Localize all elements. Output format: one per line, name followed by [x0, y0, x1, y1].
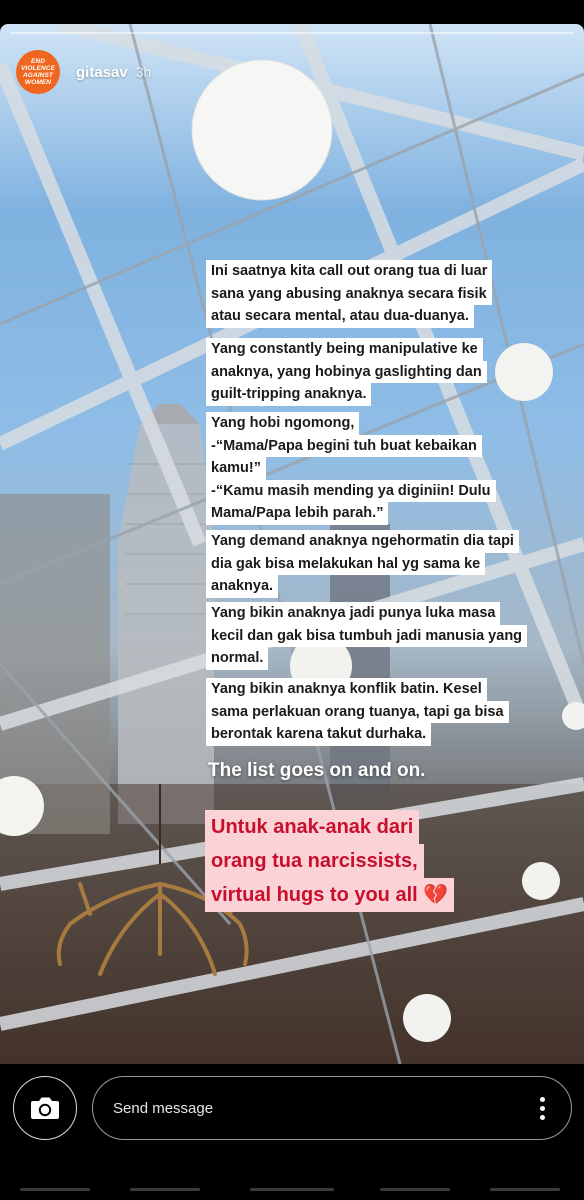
story-paragraph-6: Yang bikin anaknya konflik batin. Kesel sama perlakuan orang tuanya, tapi ga bisa berontak karena takut durhaka.: [206, 678, 509, 746]
list-goes-on-text: The list goes on and on.: [208, 760, 426, 781]
send-message-placeholder: Send message: [113, 1100, 214, 1117]
avatar[interactable]: END VIOLENCE AGAINST WOMEN: [16, 50, 60, 94]
story-paragraph-3: Yang hobi ngomong, -“Mama/Papa begini tuh buat kebaikan kamu!” -“Kamu masih mending ya diginiin! Dulu Mama/Papa lebih parah.”: [206, 412, 496, 525]
story-paragraph-5: Yang bikin anaknya jadi punya luka masa kecil dan gak bisa tumbuh jadi manusia yang normal.: [206, 602, 527, 670]
highlight-message: Untuk anak-anak dari orang tua narcissists, virtual hugs to you all 💔: [205, 810, 454, 912]
story-paragraph-1: Ini saatnya kita call out orang tua di luar sana yang abusing anaknya secara fisik atau secara mental, atau dua-duanya.: [206, 260, 492, 328]
username[interactable]: gitasav: [76, 63, 128, 81]
story-paragraph-4: Yang demand anaknya ngehormatin dia tapi dia gak bisa melakukan hal yg sama ke anaknya.: [206, 530, 519, 598]
navigation-indicators: [0, 1180, 584, 1200]
story-paragraph-2: Yang constantly being manipulative ke anaknya, yang hobinya gaslighting dan guilt-tripping anaknya.: [206, 338, 487, 406]
story-progress-bar: [10, 32, 574, 34]
story-header: [16, 50, 151, 94]
send-message-input[interactable]: [92, 1076, 572, 1140]
camera-button[interactable]: [13, 1076, 77, 1140]
status-bar-area: [0, 0, 584, 24]
camera-icon: [30, 1095, 60, 1121]
more-vertical-icon[interactable]: [539, 1097, 545, 1121]
story-age: 3h: [135, 64, 152, 80]
story-view[interactable]: [0, 24, 584, 1064]
